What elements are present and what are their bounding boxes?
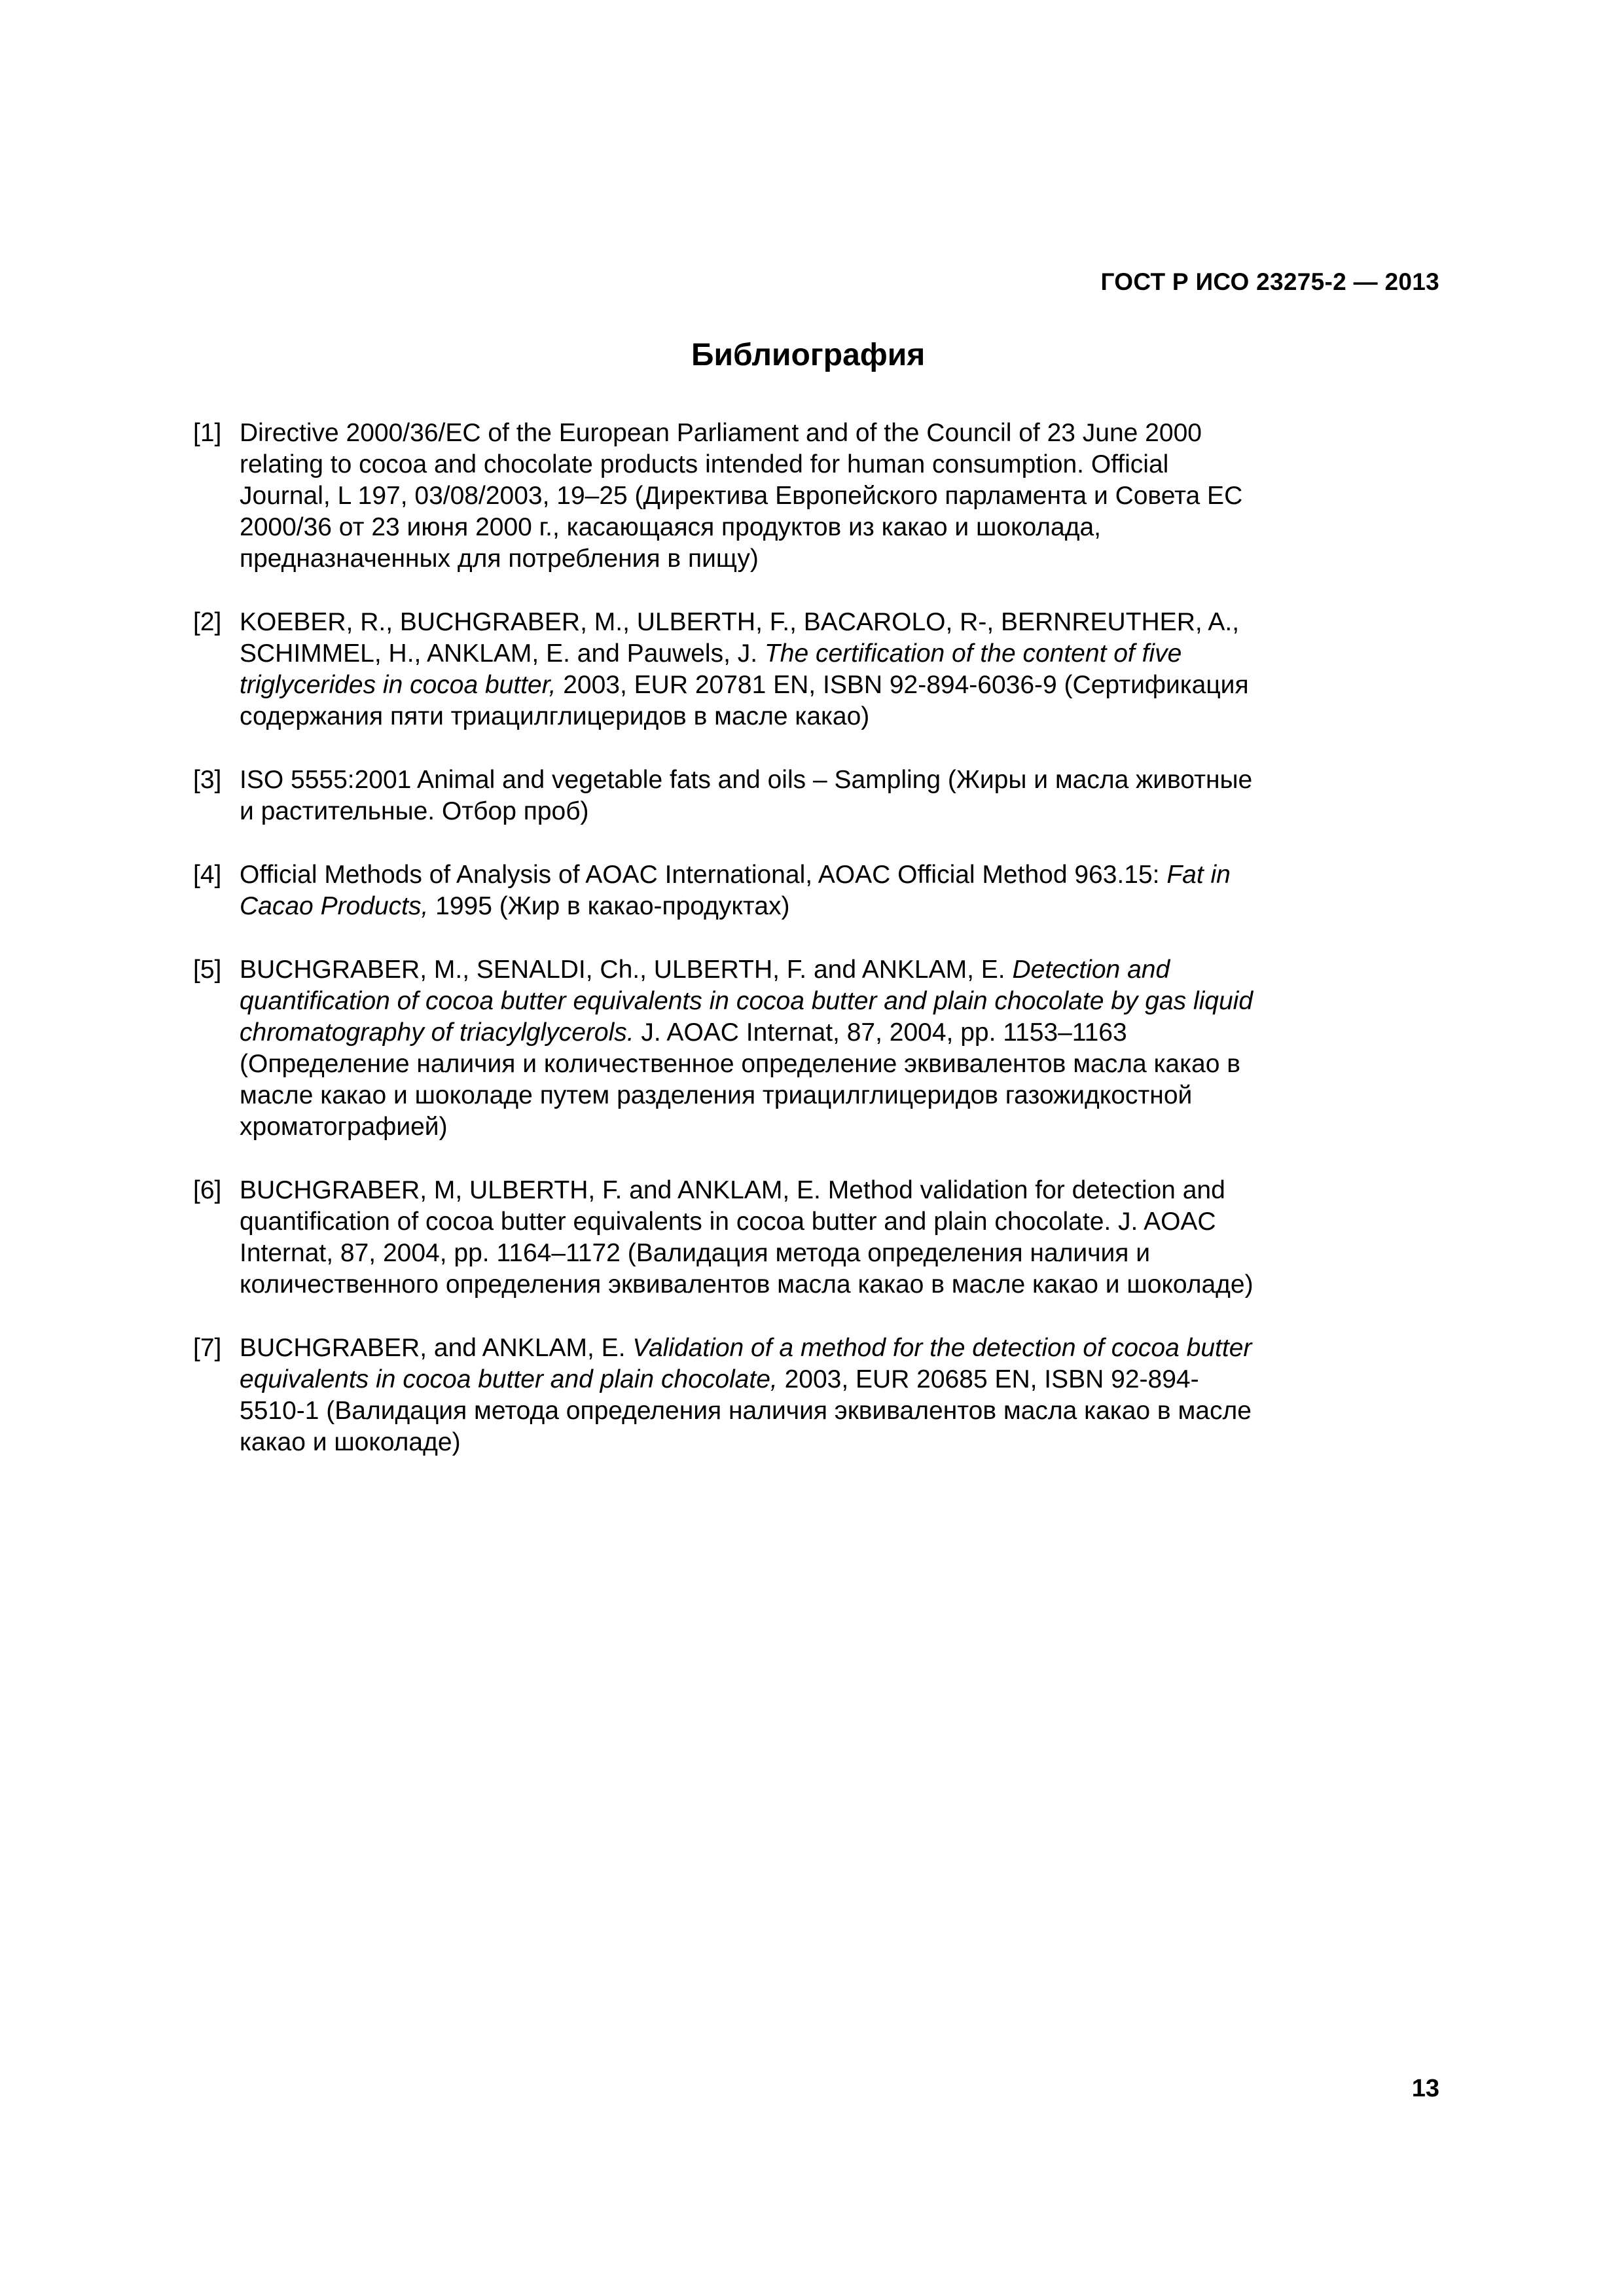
reference-text <box>240 607 1254 732</box>
bibliography-item <box>193 607 1254 732</box>
reference-text <box>240 1333 1254 1458</box>
reference-segment: 2003, EUR 20685 EN, ISBN 92-894-5510-1 (Валидация метода определения наличия эквивалентов масла какао в масле какао и шоколаде) <box>240 1365 1252 1456</box>
reference-segment: BUCHGRABER, M, ULBERTH, F. and ANKLAM, E. Method validation for detection and quantification of cocoa butter equivalents in cocoa butter and plain chocolate. J. AOAC Internat, 87, 2004, pp. 1164–1172 (Валидация метода определения наличия и количественного определения эквивалентов масла какао в масле какао и шоколаде) <box>240 1176 1254 1299</box>
reference-segment: Directive 2000/36/EC of the European Parliament and of the Council of 23 June 2000 relating to cocoa and chocolate products intended for human consumption. Official Journal, L 197, 03/08/2003, 19–25 (Директива Европейского парламента и Совета ЕС 2000/36 от 23 июня 2000 г., касающаяся продуктов из какао и шоколада, предназначенных для потребления в пищу) <box>240 419 1243 573</box>
reference-text <box>240 954 1254 1143</box>
bibliography-item <box>193 954 1254 1143</box>
bibliography-item <box>193 859 1254 922</box>
reference-title: Fat in Cacao Products, <box>240 861 1231 920</box>
reference-number: [1] <box>193 419 222 447</box>
reference-title: Detection and quantification of cocoa butter equivalents in cocoa butter and plain chocolate by gas liquid chromatography of triacylglycerols. <box>240 956 1254 1047</box>
reference-text <box>240 859 1254 922</box>
reference-segment: 2003, EUR 20781 EN, ISBN 92-894-6036-9 (Сертификация содержания пяти триацилглицеридов в масле какао) <box>240 671 1249 730</box>
bibliography-item <box>193 1333 1254 1458</box>
document-header: ГОСТ Р ИСО 23275-2 — 2013 <box>1100 268 1439 295</box>
reference-segment: ISO 5555:2001 Animal and vegetable fats and oils – Sampling (Жиры и масла животные и растительные. Отбор проб) <box>240 766 1253 825</box>
reference-segment: BUCHGRABER, M., SENALDI, Ch., ULBERTH, F. and ANKLAM, E. <box>240 956 1013 984</box>
reference-title: Validation of a method for the detection of cocoa butter equivalents in cocoa butter and plain chocolate, <box>240 1334 1252 1393</box>
reference-number: [4] <box>193 861 222 889</box>
bibliography-item <box>193 1175 1254 1300</box>
reference-number: [5] <box>193 956 222 984</box>
bibliography-list <box>193 418 1254 1490</box>
reference-segment: J. AOAC Internat, 87, 2004, pp. 1153–1163 (Определение наличия и количественное определение эквивалентов масла какао в масле какао и шоколаде путем разделения триацилглицеридов газожидкостной хроматографией) <box>240 1018 1240 1141</box>
reference-number: [3] <box>193 766 222 794</box>
bibliography-item <box>193 418 1254 575</box>
reference-text <box>240 418 1254 575</box>
reference-segment: Official Methods of Analysis of AOAC International, AOAC Official Method 963.15: <box>240 861 1167 889</box>
reference-number: [2] <box>193 608 222 636</box>
page-number: 13 <box>1411 2075 1439 2102</box>
reference-segment: BUCHGRABER, and ANKLAM, E. <box>240 1334 633 1362</box>
page-title: Библиография <box>691 338 926 372</box>
reference-segment: 1995 (Жир в какао-продуктах) <box>428 892 790 920</box>
reference-text <box>240 764 1254 827</box>
reference-title: The certification of the content of five triglycerides in cocoa butter, <box>240 639 1182 699</box>
bibliography-item <box>193 764 1254 827</box>
reference-text <box>240 1175 1254 1300</box>
reference-number: [6] <box>193 1176 222 1204</box>
reference-number: [7] <box>193 1334 222 1362</box>
reference-segment: KOEBER, R., BUCHGRABER, M., ULBERTH, F., BACAROLO, R-, BERNREUTHER, A., SCHIMMEL, H., ANKLAM, E. and Pauwels, J. <box>240 608 1240 668</box>
